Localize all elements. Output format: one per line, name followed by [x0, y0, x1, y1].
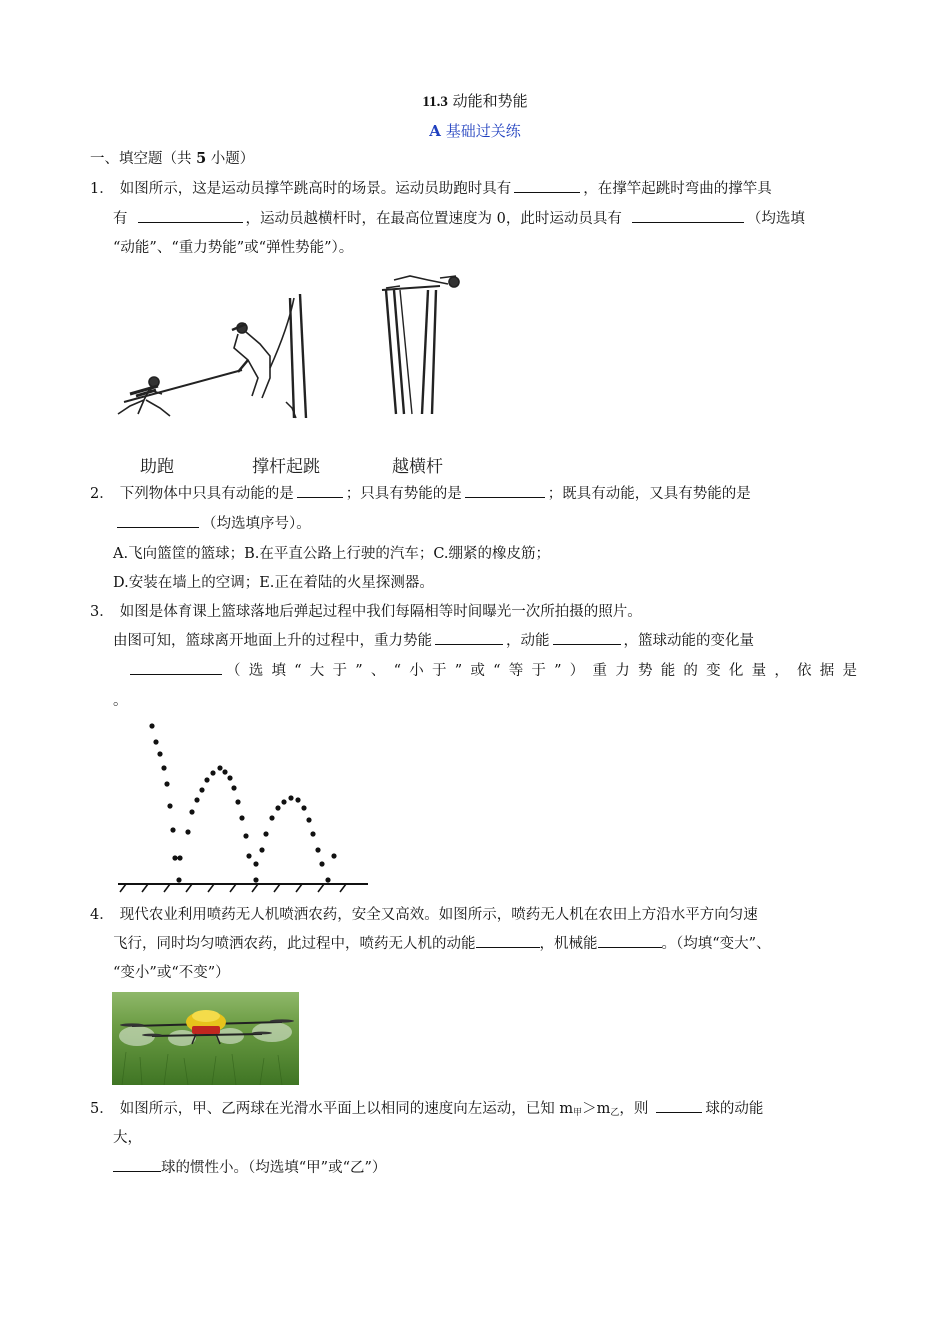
q2-line1 — [90, 483, 751, 505]
q4-text: ，机械能 — [539, 936, 598, 952]
q4-text: 飞行，同时均匀喷洒农药，此过程中，喷药无人机的动能 — [113, 936, 476, 952]
drone-photo — [112, 992, 299, 1085]
q2-line2 — [113, 513, 311, 535]
q5-text: 球的动能 — [705, 1101, 764, 1117]
section-suffix: 小题） — [206, 151, 255, 167]
q2-options-1: A.飞向篮筐的篮球；B.在平直公路上行驶的汽车；C.绷紧的橡皮筋； — [113, 546, 551, 562]
title-text: 动能和势能 — [447, 92, 528, 110]
q2-options-2: D.安装在墙上的空调；E.正在着陆的火星探测器。 — [113, 575, 434, 591]
page-title — [0, 90, 950, 111]
q1-text: 有 — [113, 211, 128, 227]
q5-line2: 大， — [113, 1130, 142, 1146]
q3-line4 — [113, 690, 128, 712]
q5-text: ＞m — [582, 1101, 611, 1117]
caption-run-up: 助跑 — [140, 457, 174, 477]
q1-number: 1． — [90, 181, 114, 197]
q4-line3: “变小”或“不变”） — [113, 965, 230, 981]
q2-text: ；既具有动能，又具有势能的是 — [547, 486, 751, 502]
q3-text: 。 — [113, 693, 128, 709]
q5-blank-1[interactable] — [656, 1098, 702, 1113]
q1-line2 — [113, 208, 805, 230]
q3-text: ，篮球动能的变化量 — [623, 633, 754, 649]
q3-blank-1[interactable] — [435, 630, 503, 645]
q1-line1 — [90, 178, 772, 200]
section-count: 5 — [196, 150, 207, 167]
ball-positions — [149, 723, 336, 882]
page-subtitle — [0, 120, 950, 141]
q3-number: 3． — [90, 604, 114, 620]
q5-line3 — [113, 1157, 386, 1179]
q2-text: （均选填序号）。 — [202, 516, 311, 532]
q2-blank-2[interactable] — [465, 483, 545, 498]
drone-tank — [192, 1026, 220, 1034]
q1-text: （均选填 — [746, 211, 805, 227]
q1-text: ，运动员越横杆时，在最高位置速度为 0，此时运动员具有 — [245, 211, 622, 227]
q1-blank-1[interactable] — [514, 178, 580, 193]
q3-text: 由图可知，篮球离开地面上升的过程中，重力势能 — [113, 633, 432, 649]
q5-blank-2[interactable] — [113, 1157, 161, 1172]
q5-number: 5． — [90, 1101, 114, 1117]
q5-subscript-yi: 乙 — [610, 1108, 620, 1118]
q3-blank-2[interactable] — [553, 630, 621, 645]
q5-text: 如图所示，甲、乙两球在光滑水平面上以相同的速度向左运动，已知 m — [119, 1101, 574, 1117]
q4-blank-1[interactable] — [476, 933, 540, 948]
bouncing-ball-figure — [112, 718, 372, 894]
title-number: 11.3 — [422, 94, 448, 110]
pole-vault-figure — [110, 268, 480, 428]
q4-number: 4． — [90, 907, 114, 923]
runner-figure — [118, 370, 242, 416]
q2-text: 下列物体中只具有动能的是 — [119, 486, 294, 502]
subtitle-letter: A — [429, 122, 441, 140]
q2-blank-1[interactable] — [297, 483, 343, 498]
ground-line — [118, 884, 368, 892]
caption-over-bar: 越横杆 — [392, 457, 443, 477]
q2-blank-3[interactable] — [117, 513, 199, 528]
over-bar-figure — [382, 276, 459, 414]
q4-line2 — [113, 933, 771, 955]
q4-text: 。（均填“变大”、 — [661, 936, 771, 952]
q1-blank-2[interactable] — [138, 208, 243, 223]
q5-text: ，则 — [619, 1101, 649, 1117]
q1-line3: “动能”、“重力势能”或“弹性势能”）。 — [113, 240, 354, 256]
q1-text: ，在撑竿起跳时弯曲的撑竿具 — [583, 181, 772, 197]
caption-takeoff: 撑杆起跳 — [252, 457, 320, 477]
section-prefix: 一、填空题（共 — [90, 151, 197, 167]
q5-text: 球的惯性小。（均选填“甲”或“乙”） — [161, 1160, 387, 1176]
q4-line1 — [90, 904, 758, 926]
q3-line1 — [90, 601, 642, 623]
q4-text: 现代农业利用喷药无人机喷洒农药，安全又高效。如图所示，喷药无人机在农田上方沿水平方向匀速 — [119, 907, 758, 923]
q3-line2 — [113, 630, 754, 652]
q3-text: ，动能 — [506, 633, 550, 649]
subtitle-text: 基础过关练 — [440, 122, 521, 140]
q1-blank-3[interactable] — [632, 208, 744, 223]
q3-text: （选填“大于”、“小于”或“等于”）重力势能的变化量，依据是 — [226, 663, 860, 679]
q5-line1 — [90, 1098, 763, 1124]
takeoff-figure — [232, 294, 306, 418]
q3-line3 — [128, 660, 860, 682]
q4-blank-2[interactable] — [598, 933, 662, 948]
q3-blank-3[interactable] — [130, 660, 222, 675]
section-heading — [90, 148, 254, 170]
q5-subscript-jia: 甲 — [573, 1108, 583, 1118]
q2-number: 2． — [90, 486, 114, 502]
q1-text: 如图所示，这是运动员撑竿跳高时的场景。运动员助跑时具有 — [119, 181, 512, 197]
q2-text: ；只具有势能的是 — [345, 486, 462, 502]
q3-text: 如图是体育课上篮球落地后弹起过程中我们每隔相等时间曝光一次所拍摄的照片。 — [119, 604, 642, 620]
